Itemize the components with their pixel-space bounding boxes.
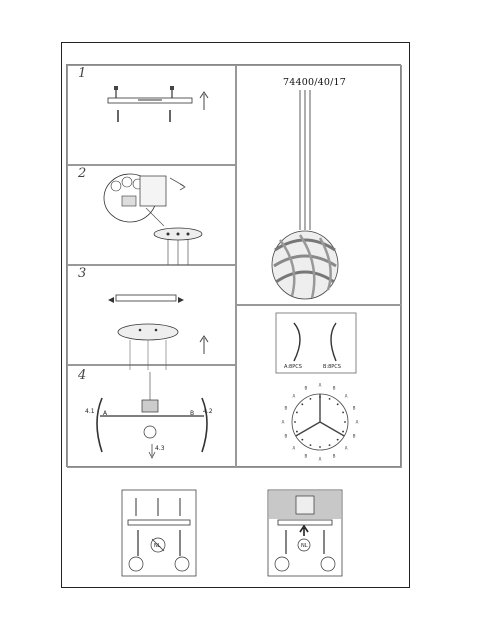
step-2-wiring-illustration bbox=[100, 170, 210, 265]
dial-tick bbox=[319, 446, 321, 448]
dial-tick bbox=[337, 403, 339, 405]
bottom-right-nl-badge: NL bbox=[301, 543, 308, 549]
part-b-quantity: B:8PCS bbox=[323, 364, 341, 370]
dial-tick bbox=[344, 421, 346, 423]
step-4-label-b: B bbox=[190, 410, 195, 417]
dial-tick bbox=[296, 431, 298, 433]
dial-label: A bbox=[344, 445, 348, 451]
step-4-label-4-2: 4.2 bbox=[203, 408, 213, 415]
step-number-1: 1 bbox=[78, 66, 87, 81]
dial-tick bbox=[337, 439, 339, 441]
dial-label: B bbox=[352, 433, 356, 439]
bottom-left-nl-badge: NL bbox=[154, 543, 161, 549]
dial-tick bbox=[329, 398, 331, 400]
dial-tick bbox=[301, 439, 303, 441]
dial-label: A bbox=[281, 419, 285, 425]
step-4-label-4-1: 4.1 bbox=[85, 408, 95, 415]
bottom-left-mounting-diagram bbox=[122, 490, 196, 576]
dial-tick bbox=[294, 421, 296, 423]
dial-label: B bbox=[284, 405, 288, 411]
step-4-label-4-3: 4.3 bbox=[155, 445, 165, 452]
pendant-lamp-illustration bbox=[270, 90, 340, 300]
arm-placement-diagram bbox=[275, 382, 365, 462]
step-1-bracket-illustration bbox=[100, 80, 220, 130]
dial-tick bbox=[319, 396, 321, 398]
dial-label: B bbox=[284, 433, 288, 439]
step-4-label-a: A bbox=[103, 410, 108, 417]
dial-label: A bbox=[318, 456, 322, 462]
dial-spoke bbox=[320, 422, 344, 436]
dial-label: B bbox=[304, 453, 308, 459]
dial-tick bbox=[342, 412, 344, 414]
dial-tick bbox=[301, 403, 303, 405]
part-a-quantity: A:8PCS bbox=[284, 364, 302, 370]
dial-label: B bbox=[352, 405, 356, 411]
step-3-canopy-illustration bbox=[100, 290, 220, 370]
step-number-3: 3 bbox=[78, 266, 87, 281]
dial-label: A bbox=[292, 445, 296, 451]
dial-label: A bbox=[355, 419, 359, 425]
dial-label: B bbox=[332, 385, 336, 391]
dial-label: A bbox=[344, 393, 348, 399]
dial-tick bbox=[310, 444, 312, 446]
bottom-right-mounting-diagram bbox=[268, 490, 342, 576]
dial-tick bbox=[342, 431, 344, 433]
dial-label: B bbox=[304, 385, 308, 391]
dial-label: A bbox=[318, 382, 322, 388]
dial-tick bbox=[329, 444, 331, 446]
step-number-2: 2 bbox=[78, 166, 87, 181]
dial-tick bbox=[310, 398, 312, 400]
dial-label: B bbox=[332, 453, 336, 459]
dial-tick bbox=[296, 412, 298, 414]
dial-spoke bbox=[296, 422, 320, 436]
step-number-4: 4 bbox=[78, 368, 87, 383]
model-number: 74400/40/17 bbox=[283, 77, 346, 88]
dial-label: A bbox=[292, 393, 296, 399]
